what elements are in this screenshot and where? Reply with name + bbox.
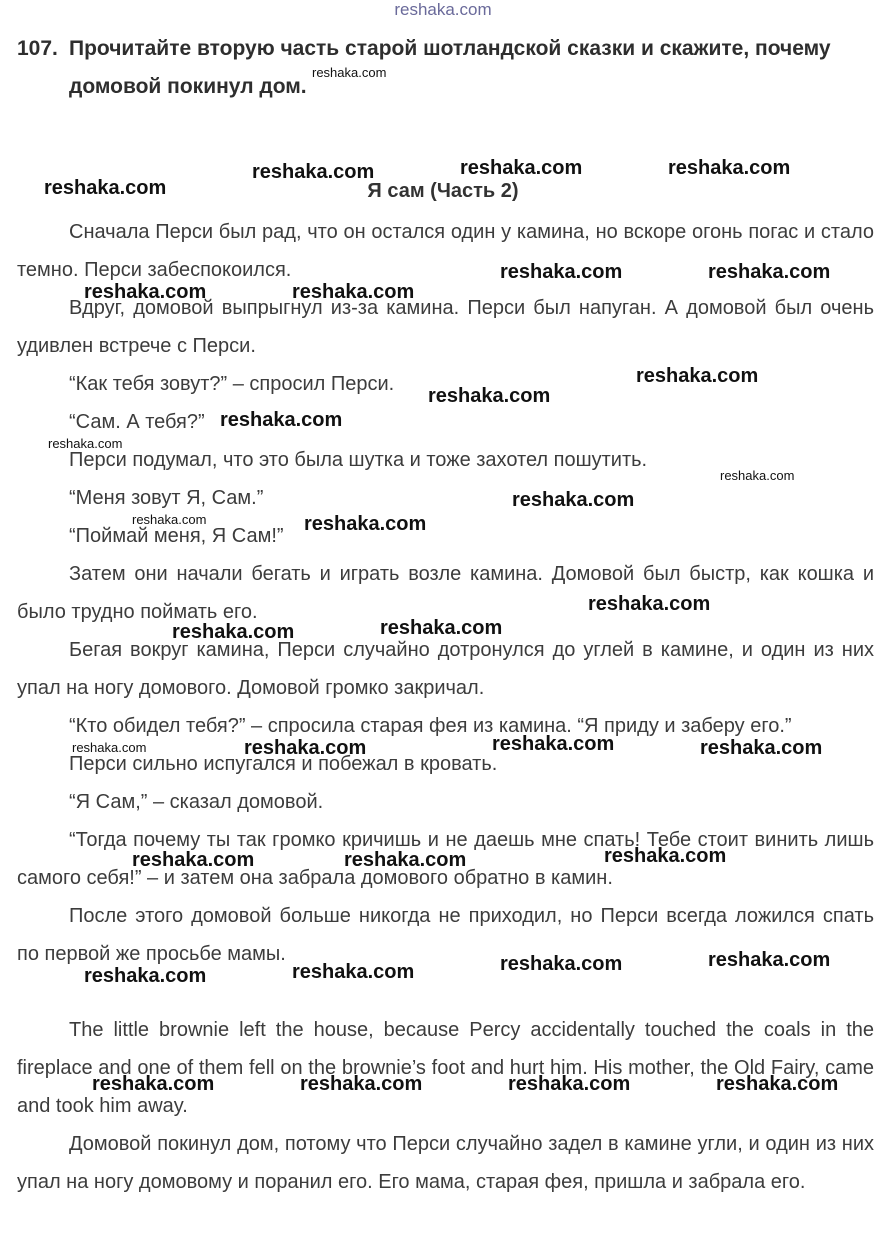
watermark: reshaka.com [720, 468, 795, 483]
watermark: reshaka.com [428, 385, 551, 407]
watermark: reshaka.com [500, 953, 623, 975]
watermark: reshaka.com [588, 593, 711, 615]
task-heading [17, 30, 877, 106]
story-body [17, 213, 874, 1201]
paragraph: Перси подумал, что это была шутка и тоже захотел пошутить. [69, 449, 648, 471]
watermark: reshaka.com [132, 512, 207, 527]
paragraph: Вдруг, домовой выпрыгнул из-за камина. Перси был напуган. А домовой был очень удивлен встрече с Перси. [17, 297, 874, 357]
paragraph: “Меня зовут Я, Сам.” [69, 487, 264, 509]
task-number: 107. [17, 37, 58, 60]
watermark: reshaka.com [304, 513, 427, 535]
paragraph: “Поймай меня, Я Сам!” [69, 525, 284, 547]
watermark: reshaka.com [312, 65, 387, 80]
watermark: reshaka.com [84, 281, 207, 303]
paragraph: После этого домовой больше никогда не приходил, но Перси всегда ложился спать по первой же просьбе мамы. [17, 905, 874, 965]
watermark: reshaka.com [460, 157, 583, 179]
watermark: reshaka.com [292, 961, 415, 983]
watermark: reshaka.com [604, 845, 727, 867]
watermark: reshaka.com [244, 737, 367, 759]
paragraph: “Сам. А тебя?” [69, 411, 205, 433]
watermark: reshaka.com [708, 949, 831, 971]
watermark: reshaka.com [220, 409, 343, 431]
watermark: reshaka.com [72, 740, 147, 755]
watermark: reshaka.com [84, 965, 207, 987]
watermark: reshaka.com [48, 436, 123, 451]
paragraph: Сначала Перси был рад, что он остался один у камина, но вскоре огонь погас и стало темно. Перси забеспокоился. [17, 221, 874, 281]
watermark: reshaka.com [512, 489, 635, 511]
paragraph: “Тогда почему ты так громко кричишь и не даешь мне спать! Тебе стоит винить лишь самого себя!” – и затем она забрала домового обратно в камин. [17, 829, 874, 889]
watermark: reshaka.com [716, 1073, 839, 1095]
paragraph: “Кто обидел тебя?” – спросила старая фея из камина. “Я приду и заберу его.” [69, 715, 792, 737]
task-line-2: домовой покинул дом. [69, 75, 307, 98]
task-line-1: Прочитайте вторую часть старой шотландской сказки и скажите, почему [69, 37, 831, 60]
answer-english: The little brownie left the house, because Percy accidentally touched the coals in the fireplace and one of them fell on the brownie’s foot and hurt him. His mother, the Old Fairy, came and took him away. [17, 1019, 874, 1117]
watermark: reshaka.com [668, 157, 791, 179]
watermark: reshaka.com [292, 281, 415, 303]
watermark: reshaka.com [252, 161, 375, 183]
watermark: reshaka.com [508, 1073, 631, 1095]
watermark: reshaka.com [172, 621, 295, 643]
watermark: reshaka.com [344, 849, 467, 871]
watermark: reshaka.com [700, 737, 823, 759]
watermark: reshaka.com [708, 261, 831, 283]
answer-russian: Домовой покинул дом, потому что Перси случайно задел в камине угли, и один из них упал на ногу домовому и поранил его. Его мама, старая фея, пришла и забрала его. [17, 1133, 874, 1193]
watermark: reshaka.com [380, 617, 503, 639]
paragraph: “Я Сам,” – сказал домовой. [69, 791, 324, 813]
watermark: reshaka.com [300, 1073, 423, 1095]
paragraph: Перси сильно испугался и побежал в кровать. [69, 753, 498, 775]
watermark: reshaka.com [132, 849, 255, 871]
watermark: reshaka.com [44, 177, 167, 199]
watermark: reshaka.com [500, 261, 623, 283]
paragraph: Бегая вокруг камина, Перси случайно дотронулся до углей в камине, и один из них упал на ногу домового. Домовой громко закричал. [17, 639, 874, 699]
story-title: Я сам (Часть 2) [367, 180, 519, 202]
paragraph: Затем они начали бегать и играть возле камина. Домовой был быстр, как кошка и было трудно поймать его. [17, 563, 874, 623]
watermark: reshaka.com [636, 365, 759, 387]
watermark: reshaka.com [492, 733, 615, 755]
header-watermark: reshaka.com [394, 0, 492, 19]
watermark: reshaka.com [92, 1073, 215, 1095]
paragraph: “Как тебя зовут?” – спросил Перси. [69, 373, 395, 395]
